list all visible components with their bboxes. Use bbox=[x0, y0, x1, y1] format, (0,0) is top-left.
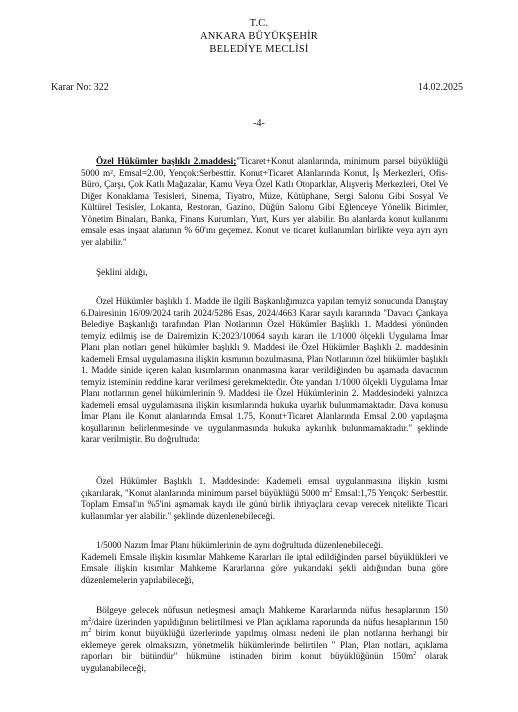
paragraph-shape-taken: Şeklini aldığı, bbox=[96, 267, 148, 277]
paragraph-zoning-plan bbox=[81, 540, 448, 586]
page-number: -4- bbox=[253, 118, 265, 129]
paragraph-special-provisions-2 bbox=[81, 156, 448, 248]
header-tc: T.C. bbox=[249, 18, 269, 29]
decision-date: 14.02.2025 bbox=[418, 82, 463, 93]
zoning-plan-line: 1/5000 Nazım İmar Planı hükümlerinin de aynı doğrultuda düzenlenebileceği. bbox=[96, 540, 384, 550]
header-council: BELEDİYE MECLİSİ bbox=[209, 44, 309, 55]
decision-number: Karar No: 322 bbox=[51, 82, 109, 93]
article-body: "Ticaret+Konut alanlarında, minimum parsel büyüklüğü 5000 m², Emsal=2.00, Yençok:Serbesttir. Konut+Ticaret Alanlarında Konut, İş Merkezleri, Ofis-Büro, Çarşı, Çok Katlı Mağazalar, Kamu Veya Özel Katlı Otoparklar, Alışveriş Merkezleri, Otel Ve Diğer Konaklama Tesisleri, Sinema, Tiyatro, Müze, Kütüphane, Sergi Salonu Gibi Sosyal Ve Kültürel Tesisler, Lokanta, Restoran, Gazino, Düğün Salonu Gibi Eğlenceye Yönelik Birimler, Yönetim Binaları, Banka, Finans Kurumları, Yurt, Kurs yer alabilir. Bu alanlarda konut kullanımı emsale esas inşaat alanının % 60'ını geçemez. Konut ve ticaret kullanımları birlikte veya ayrı ayrı yer alabilir." bbox=[81, 156, 448, 247]
article-title: Özel Hükümler başlıklı 2.maddesi; bbox=[96, 156, 237, 166]
paragraph-court-decision: Özel Hükümler başlıklı 1. Madde ile ilgili Başkanlığımızca yapılan temyiz sonucunda Danıştay 6.Dairesinin 16/09/2024 tarih 2024/5286 Esas, 2024/4663 Karar sayılı kararında "Davacı Çankaya Belediye Başkanlığı tarafından Plan Notlarının Özel Hükümler Başlıklı 1. Maddesi yönünden temyiz edilmiş ise de Dairemizin K:2023/10064 sayılı kararı ile 1/1000 ölçekli Uygulama İmar Planı plan notları genel hükümler başlıklı 9. Maddesi ile Özel Hükümler Başlıklı 2. maddesinin kademeli Emsal uygulamasına ilişkin kısmının bozulmasına, Plan Notlarının özel hükümler başlıklı 1. Madde sinide içeren kalan kısımlarının onanmasına karar verildiğinden bu aşamada davacının temyiz isteminin reddine karar verilmesi gerekmektedir. Öte yandan 1/1000 ölçekli Uygulama İmar Planı notlarının genel hükümlerinin 9. Maddesi ile Özel Hükümlerinin 2. Maddesindeki yalnızca kademeli emsal uygulamasına ilişkin kısımlarında hukuka uyarlık bulunmamaktadır. Dava konusu İmar Planı ile Konut alanlarında Emsal 1.75, Konut+Ticaret Alanlarında Emsal 2.00 yapılaşma koşullarının belirlenmesinde ve uygulanmasında hukuka aykırılık bulunmamaktadır." şeklinde karar verilmiştir. Bu doğrultuda: bbox=[81, 296, 448, 444]
paragraph-population: Bölgeye gelecek nüfusun netleşmesi amaçlı Mahkeme Kararlarında nüfus hesaplarının 150 $m^2$/daire üzerinden yapıldığının belirtilmesi ve Plan açıklama raporunda da nüfus hesaplarının 150 $m^2$ birim konut büyüklüğü üzerlerinde yapılmış olması nedeni ile plan notlarına herhangi bir eklemeye gerek olmaksızın, yönetmelik hükümlerinde belirtilen " Plan, Plan notları, açıklama raporları bir bütündür" hükmüne istinaden birim konut büyüklüğünün $150m^2$ olarak uygulanabileceği, bbox=[81, 605, 448, 673]
header-municipality: ANKARA BÜYÜKŞEHİR bbox=[199, 31, 319, 42]
paragraph-special-provisions-1: Özel Hükümler Başlıklı 1. Maddesinde: Kademeli emsal uygulanmasına ilişkin kısmı çıkarılarak, "Konut alanlarında minimum parsel büyüklüğü 5000 $m^2$ Emsal:1,75 Yençok: Serbesttir. Toplam Emsal'ın %5'ini aşmamak kaydı ile günü birlik ihtiyaçlara cevap verecek nitelikte Ticari kullanımlar yer alabilir." şeklinde düzenlenebileceği. bbox=[81, 476, 448, 521]
zoning-plan-detail: Kademeli Emsale ilişkin kısımlar Mahkeme Kararları ile iptal edildiğinden parsel büyüklükleri ve Emsale ilişkin kısımlar Mahkeme Kararlarına göre yukarıdaki şekli aldığından buna göre düzenlemelerin yapılabileceği, bbox=[81, 551, 448, 585]
